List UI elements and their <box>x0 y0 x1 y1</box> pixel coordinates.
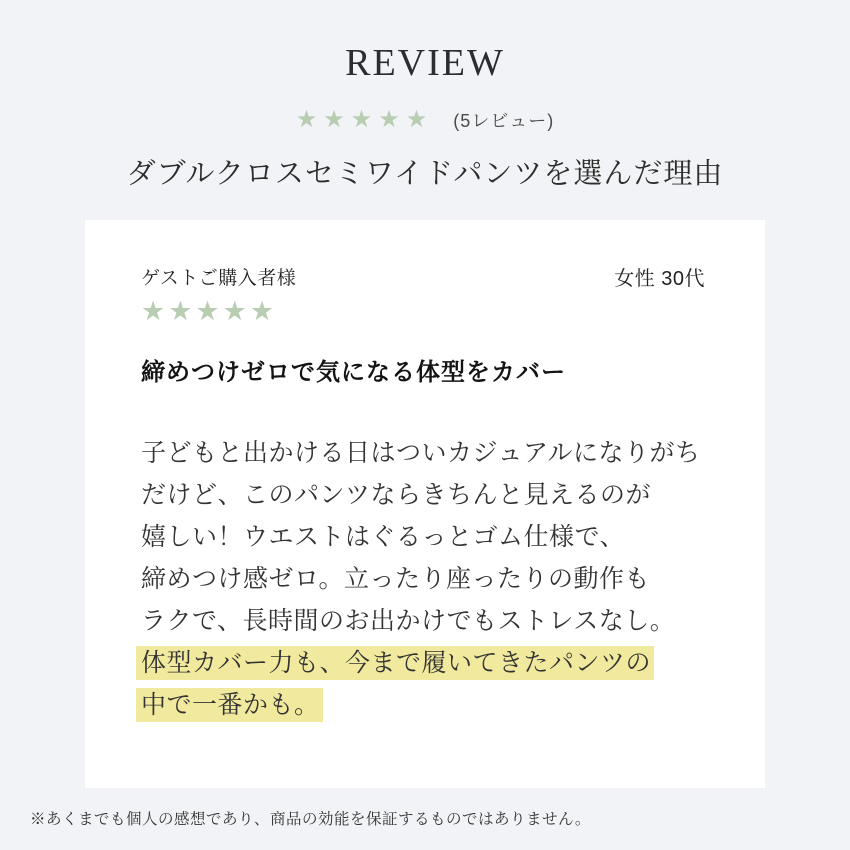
overall-rating <box>0 104 850 136</box>
review-body-line: 嬉しい！ウエストはぐるっとゴム仕様で、 <box>141 523 626 551</box>
highlighted-text: 体型カバー力も、今まで履いてきたパンツの <box>136 646 654 680</box>
reviewer-star-icons: ★★★★★ <box>141 296 278 326</box>
review-body-highlight-line <box>141 642 705 684</box>
review-body-highlight-line <box>141 684 705 726</box>
disclaimer-text: ※あくまでも個人の感想であり、商品の効能を保証するものではありません。 <box>30 811 591 828</box>
review-body-line: だけど、このパンツならきちんと見えるのが <box>141 481 652 509</box>
review-card-header <box>141 266 705 326</box>
page-title: REVIEW <box>345 42 505 84</box>
review-card <box>85 220 765 788</box>
star-rating-icons: ★★★★★ <box>295 106 434 133</box>
review-headline: 締めつけゼロで気になる体型をカバー <box>141 359 566 386</box>
review-body-line: ラクで、長時間のお出かけでもストレスなし。 <box>141 607 676 635</box>
review-body-line: 子どもと出かける日はついカジュアルになりがち <box>141 439 701 467</box>
reviewer-info <box>141 266 296 326</box>
review-count-label: (5レビュー) <box>453 111 555 131</box>
section-subtitle: ダブルクロスセミワイドパンツを選んだ理由 <box>126 158 724 190</box>
review-body-line: 締めつけ感ゼロ。立ったり座ったりの動作も <box>141 565 651 593</box>
reviewer-demographic: 女性 30代 <box>614 268 705 290</box>
reviewer-name: ゲストご購入者様 <box>141 268 297 289</box>
highlighted-text: 中で一番かも。 <box>136 688 323 722</box>
review-body <box>141 432 705 726</box>
